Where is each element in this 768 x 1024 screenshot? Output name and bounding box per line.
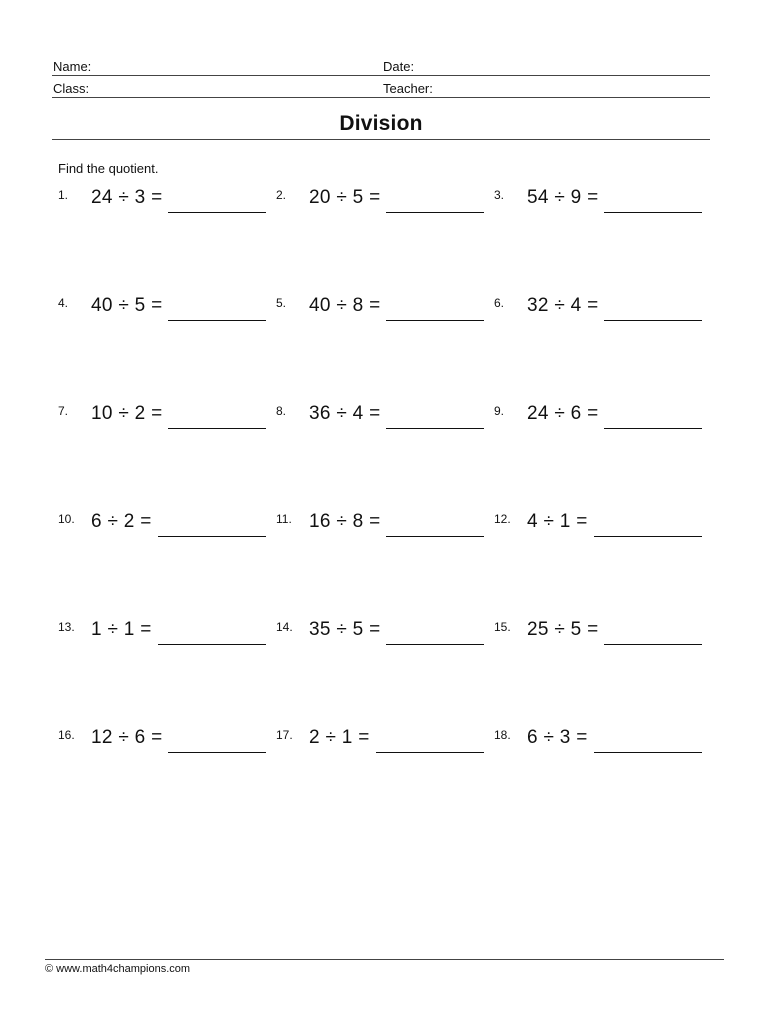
- problem-expression: 1 ÷ 1 =: [91, 619, 152, 640]
- problem-number: 17.: [276, 728, 293, 742]
- problem-expression: 16 ÷ 8 =: [309, 511, 381, 532]
- answer-blank[interactable]: [604, 212, 702, 213]
- problem-item: [58, 402, 276, 432]
- answer-blank[interactable]: [158, 644, 266, 645]
- problem-item: [58, 726, 276, 756]
- problem-item: [494, 402, 712, 432]
- problem-number: 16.: [58, 728, 75, 742]
- problem-expression: 6 ÷ 2 =: [91, 511, 152, 532]
- answer-blank[interactable]: [604, 428, 702, 429]
- problem-number: 12.: [494, 512, 511, 526]
- problem-item: [494, 618, 712, 648]
- problem-number: 18.: [494, 728, 511, 742]
- answer-blank[interactable]: [386, 428, 484, 429]
- answer-blank[interactable]: [594, 752, 702, 753]
- problem-number: 6.: [494, 296, 505, 310]
- answer-blank[interactable]: [168, 428, 266, 429]
- answer-blank[interactable]: [168, 752, 266, 753]
- problem-number: 5.: [276, 296, 287, 310]
- problem-grid: [58, 186, 712, 834]
- class-label: Class:: [53, 81, 90, 96]
- answer-blank[interactable]: [386, 320, 484, 321]
- problem-number: 11.: [276, 512, 292, 526]
- footer-copyright: © www.math4champions.com: [45, 963, 191, 975]
- problem-item: [276, 186, 494, 216]
- problem-expression: 54 ÷ 9 =: [527, 187, 599, 208]
- problem-expression: 6 ÷ 3 =: [527, 727, 588, 748]
- answer-blank[interactable]: [158, 536, 266, 537]
- problem-item: [494, 186, 712, 216]
- problem-item: [276, 294, 494, 324]
- problem-number: 13.: [58, 620, 75, 634]
- problem-number: 15.: [494, 620, 511, 634]
- answer-blank[interactable]: [594, 536, 702, 537]
- problem-item: [494, 294, 712, 324]
- problem-number: 10.: [58, 512, 75, 526]
- problem-item: [58, 510, 276, 540]
- worksheet-title: Division: [339, 112, 423, 135]
- answer-blank[interactable]: [386, 644, 484, 645]
- problem-expression: 20 ÷ 5 =: [309, 187, 381, 208]
- problem-expression: 35 ÷ 5 =: [309, 619, 381, 640]
- answer-blank[interactable]: [604, 644, 702, 645]
- problem-number: 2.: [276, 188, 287, 202]
- problem-number: 1.: [58, 188, 69, 202]
- problem-item: [494, 726, 712, 756]
- problem-number: 7.: [58, 404, 69, 418]
- problem-item: [276, 510, 494, 540]
- footer-divider: [45, 959, 724, 960]
- answer-blank[interactable]: [386, 536, 484, 537]
- problem-expression: 25 ÷ 5 =: [527, 619, 599, 640]
- problem-item: [276, 618, 494, 648]
- problem-expression: 40 ÷ 8 =: [309, 295, 381, 316]
- header-row-name-date: [52, 53, 710, 76]
- problem-item: [58, 186, 276, 216]
- header-row-class-teacher: [52, 75, 710, 98]
- problem-item: [58, 294, 276, 324]
- problem-expression: 40 ÷ 5 =: [91, 295, 163, 316]
- problem-expression: 24 ÷ 6 =: [527, 403, 599, 424]
- answer-blank[interactable]: [604, 320, 702, 321]
- answer-blank[interactable]: [168, 320, 266, 321]
- date-label: Date:: [383, 59, 415, 74]
- answer-blank[interactable]: [168, 212, 266, 213]
- title-divider: [52, 139, 710, 140]
- problem-item: [494, 510, 712, 540]
- problem-number: 14.: [276, 620, 293, 634]
- problem-expression: 2 ÷ 1 =: [309, 727, 370, 748]
- problem-expression: 36 ÷ 4 =: [309, 403, 381, 424]
- name-label: Name:: [53, 59, 92, 74]
- problem-expression: 32 ÷ 4 =: [527, 295, 599, 316]
- problem-number: 9.: [494, 404, 505, 418]
- problem-expression: 24 ÷ 3 =: [91, 187, 163, 208]
- problem-expression: 10 ÷ 2 =: [91, 403, 163, 424]
- instructions: Find the quotient.: [58, 161, 159, 176]
- problem-expression: 4 ÷ 1 =: [527, 511, 588, 532]
- problem-expression: 12 ÷ 6 =: [91, 727, 163, 748]
- problem-item: [276, 402, 494, 432]
- problem-item: [276, 726, 494, 756]
- teacher-label: Teacher:: [383, 81, 433, 96]
- problem-number: 8.: [276, 404, 287, 418]
- answer-blank[interactable]: [376, 752, 484, 753]
- problem-item: [58, 618, 276, 648]
- problem-number: 4.: [58, 296, 69, 310]
- problem-number: 3.: [494, 188, 505, 202]
- answer-blank[interactable]: [386, 212, 484, 213]
